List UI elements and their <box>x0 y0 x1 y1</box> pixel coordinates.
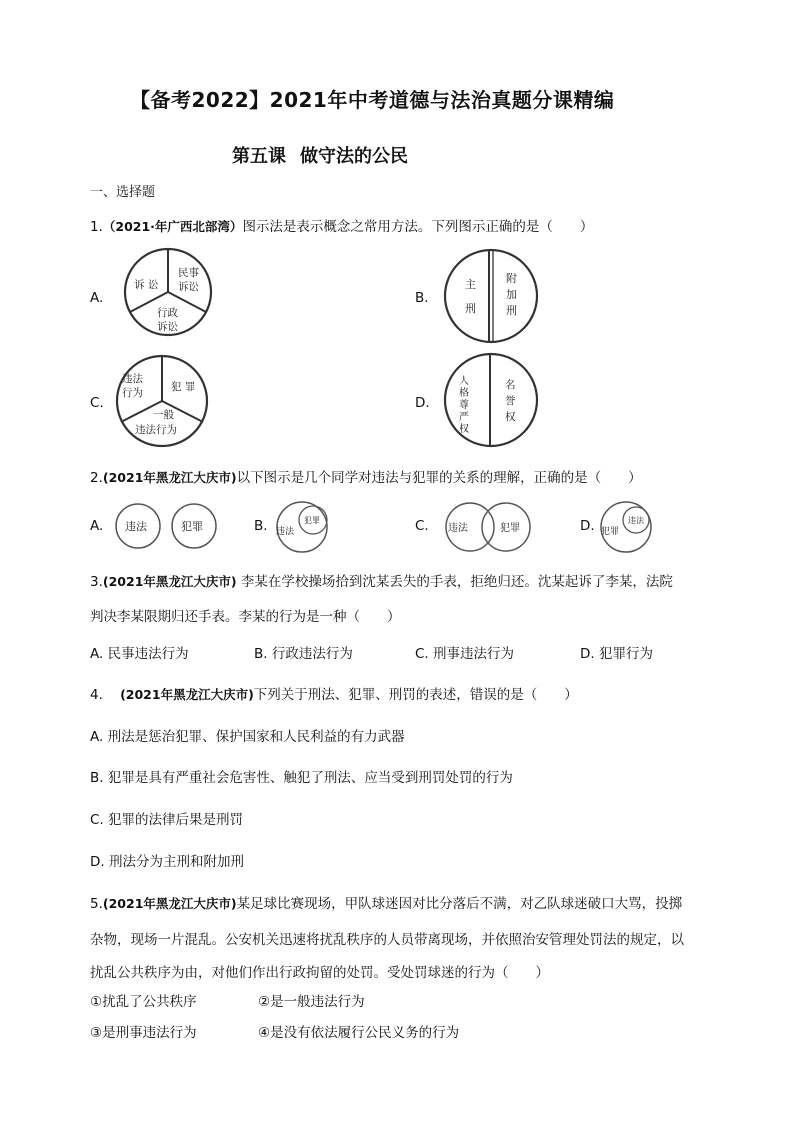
svg-text:违法: 违法 <box>628 516 644 525</box>
svg-text:刑: 刑 <box>506 304 517 317</box>
q3-option-d: D. 犯罪行为 <box>580 646 653 662</box>
q4-option-b: B. 犯罪是具有严重社会危害性、触犯了刑法、应当受到刑罚处罚的行为 <box>90 770 513 786</box>
svg-text:违法: 违法 <box>122 373 143 385</box>
question-number: 5. <box>90 896 103 912</box>
question-source: (2021年黑龙江大庆市) <box>120 687 254 702</box>
q5-item-2: ②是一般违法行为 <box>258 994 365 1010</box>
svg-text:尊: 尊 <box>459 400 469 411</box>
q1-option-d-label: D. <box>415 395 430 411</box>
svg-text:权: 权 <box>505 411 516 423</box>
question-number: 1. <box>90 219 103 235</box>
svg-text:违法: 违法 <box>125 520 147 533</box>
q5-item-3: ③是刑事违法行为 <box>90 1025 197 1041</box>
q5-item-4: ④是没有依法履行公民义务的行为 <box>258 1025 460 1041</box>
q1-option-d-diagram <box>441 350 541 450</box>
q3-option-c: C. 刑事违法行为 <box>415 646 515 662</box>
question-number: 3. <box>90 574 103 590</box>
svg-text:权: 权 <box>459 424 469 435</box>
svg-text:加: 加 <box>506 288 517 301</box>
q2-option-c-label: C. <box>415 518 429 534</box>
section-heading: 一、选择题 <box>90 185 156 200</box>
svg-text:违法行为: 违法行为 <box>135 424 177 436</box>
q1-option-c-label: C. <box>90 395 104 411</box>
q2-option-b-diagram <box>268 500 338 554</box>
question-number: 4. <box>90 687 103 703</box>
question-text: 图示法是表示概念之常用方法。下列图示正确的是（ ） <box>242 219 594 235</box>
question-3-line-2: 判决李某限期归还手表。李某的行为是一种（ ） <box>90 609 401 625</box>
q1a-part-admin-1: 行政 <box>157 307 178 319</box>
q1-option-a-label: A. <box>90 290 104 306</box>
question-source: （2021·年广西北部湾） <box>102 219 243 234</box>
q2-option-d-diagram <box>596 500 658 554</box>
question-source: (2021年黑龙江大庆市) <box>102 470 237 485</box>
document-title: 【备考2022】2021年中考道德与法治真题分课精编 <box>130 88 615 112</box>
q2-option-d-label: D. <box>580 518 595 534</box>
q4-option-c: C. 犯罪的法律后果是刑罚 <box>90 812 244 828</box>
question-text: 某足球比赛现场，甲队球迷因对比分落后不满，对乙队球迷破口大骂，投掷 <box>236 896 683 912</box>
question-1 <box>90 215 593 235</box>
question-source: (2021年黑龙江大庆市) <box>102 896 237 911</box>
svg-text:名: 名 <box>505 379 516 391</box>
lesson-title <box>232 142 408 168</box>
q1a-part-litigation: 诉 讼 <box>134 279 159 291</box>
q1a-part-civil-1: 民事 <box>178 267 199 279</box>
svg-text:格: 格 <box>459 388 469 399</box>
question-2 <box>90 466 642 486</box>
question-source: (2021年黑龙江大庆市) <box>102 574 237 589</box>
q1-option-a-diagram <box>122 246 214 338</box>
lesson-name: 做守法的公民 <box>300 146 408 167</box>
svg-text:犯罪: 犯罪 <box>304 516 320 525</box>
question-4 <box>90 683 578 703</box>
question-5-line-2: 杂物，现场一片混乱。公安机关迅速将扰乱秩序的人员带离现场，并依照治安管理处罚法的规定，以 <box>90 932 684 948</box>
svg-text:人: 人 <box>459 376 469 387</box>
svg-text:犯罪: 犯罪 <box>500 523 520 534</box>
q3-option-b: B. 行政违法行为 <box>254 646 353 662</box>
svg-text:附: 附 <box>506 272 517 285</box>
q1a-part-civil-2: 诉讼 <box>178 281 199 293</box>
question-5-line-1 <box>90 892 682 912</box>
question-text: 下列关于刑法、犯罪、刑罚的表述，错误的是（ ） <box>253 687 578 703</box>
q3-option-a: A. 民事违法行为 <box>90 646 189 662</box>
svg-text:违法: 违法 <box>276 527 295 537</box>
q1-option-b-diagram <box>441 246 541 346</box>
q4-option-a: A. 刑法是惩治犯罪、保护国家和人民利益的有力武器 <box>90 729 405 745</box>
q1-option-b-label: B. <box>415 290 429 306</box>
question-text: 李某在学校操场拾到沈某丢失的手表，拒绝归还。沈某起诉了李某，法院 <box>240 574 673 590</box>
question-5-line-3: 扰乱公共秩序为由，对他们作出行政拘留的处罚。受处罚球迷的行为（ ） <box>90 965 549 981</box>
q2-option-a-label: A. <box>90 518 104 534</box>
svg-text:犯罪: 犯罪 <box>601 527 620 537</box>
svg-text:违法: 违法 <box>448 523 468 534</box>
q2-option-a-diagram <box>110 500 222 552</box>
question-number: 2. <box>90 470 103 486</box>
svg-text:严: 严 <box>459 412 469 423</box>
q1a-part-admin-2: 诉讼 <box>157 321 178 333</box>
lesson-number: 第五课 <box>232 146 286 167</box>
q1-option-c-diagram <box>113 352 211 450</box>
svg-text:行为: 行为 <box>122 387 143 399</box>
q4-option-d: D. 刑法分为主刑和附加刑 <box>90 854 244 870</box>
question-text: 以下图示是几个同学对违法与犯罪的关系的理解，正确的是（ ） <box>236 470 642 486</box>
q5-item-1: ①扰乱了公共秩序 <box>90 994 197 1010</box>
q2-option-c-diagram <box>434 500 544 554</box>
svg-text:犯 罪: 犯 罪 <box>171 381 196 393</box>
svg-text:一般: 一般 <box>153 409 174 421</box>
svg-text:主: 主 <box>465 278 476 291</box>
svg-text:刑: 刑 <box>465 302 476 315</box>
svg-text:犯罪: 犯罪 <box>181 520 203 533</box>
question-3-line-1 <box>90 570 673 590</box>
svg-text:誉: 誉 <box>505 395 516 407</box>
q2-option-b-label: B. <box>254 518 268 534</box>
